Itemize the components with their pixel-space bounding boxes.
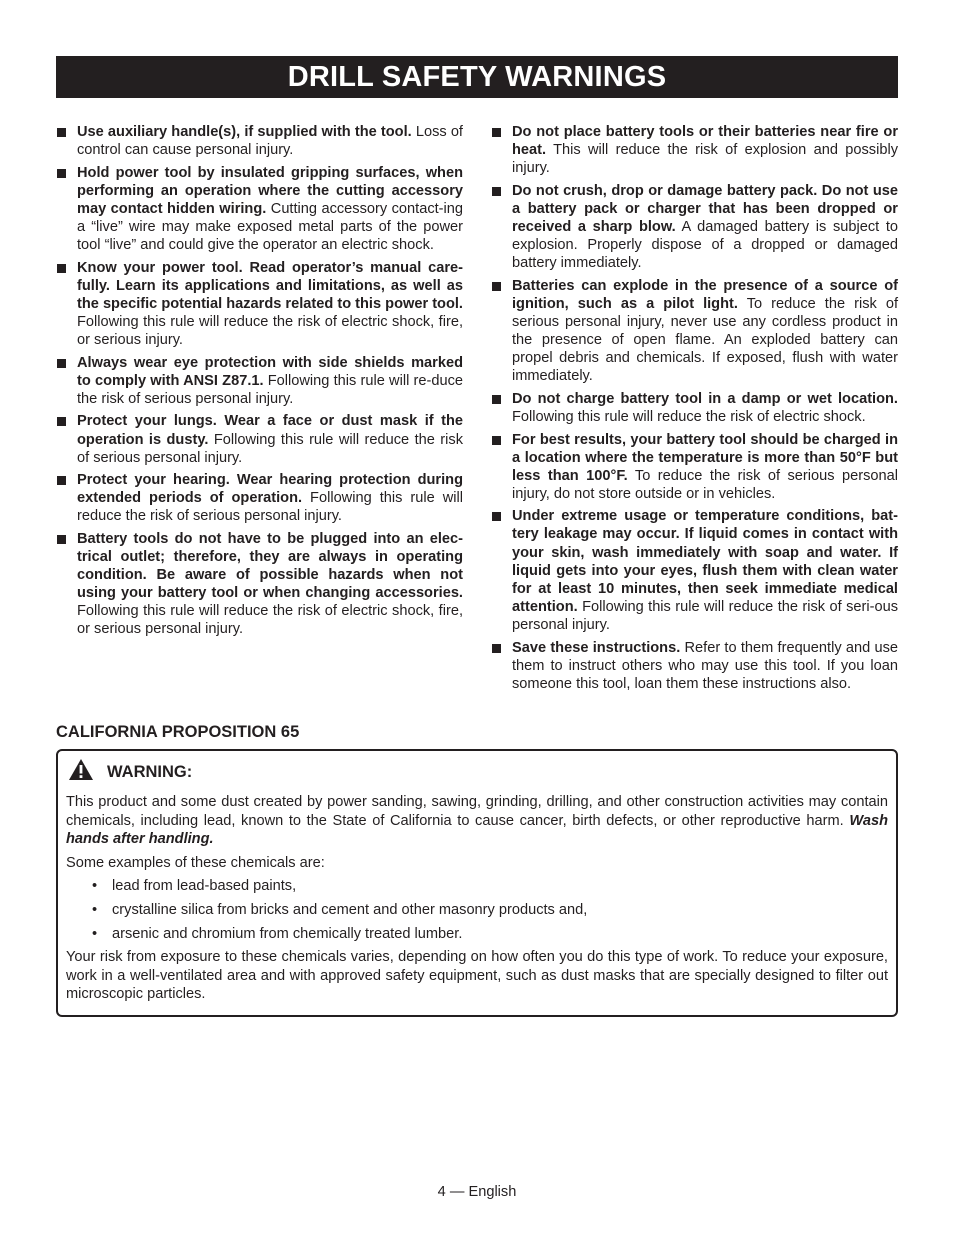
warning-detail: Following this rule will reduce the risk of electric shock, fire, or serious personal injury. — [77, 603, 463, 638]
list-item — [56, 530, 463, 639]
list-item — [56, 471, 463, 525]
list-item — [56, 164, 463, 254]
list-item — [66, 877, 888, 896]
list-item — [66, 901, 888, 920]
bullet-icon: • — [92, 878, 98, 895]
square-bullet-icon — [492, 512, 501, 521]
warning-lead: Protect your hearing. Wear hearing protection during extended periods of operation. — [77, 472, 463, 507]
page-title: DRILL SAFETY WARNINGS — [56, 56, 898, 98]
square-bullet-icon — [57, 535, 66, 544]
warning-detail: Refer to them frequently and use them to instruct others who may use this tool. If you loan someone this tool, loan them these instructions also. — [512, 639, 898, 692]
warning-detail: Following this rule will reduce the risk of electric shock, fire, or serious injury. — [77, 313, 463, 349]
example-text: arsenic and chromium from chemically treated lumber. — [112, 925, 463, 942]
list-item — [56, 412, 463, 466]
warning-text: This product and some dust created by power sanding, sawing, grinding, drilling, and other construction activities may contain chemicals, including lead, known to the State of California to cause cancer, birth defects, or other reproductive harm. — [66, 794, 888, 829]
bullet-icon: • — [92, 901, 98, 918]
warning-lead: Know your power tool. Read operator’s manual care-fully. Learn its applications and limitations, as well as the specific potential hazards related to this power tool. — [77, 259, 463, 312]
closing-paragraph: Your risk from exposure to these chemicals varies, depending on how often you do this type of work. To reduce your exposure, work in a well-ventilated area and with approved safety equipment, such as dust masks that are specially designed to filter out microscopic particles. — [66, 949, 888, 1003]
list-item — [56, 354, 463, 408]
examples-intro: Some examples of these chemicals are: — [66, 854, 325, 871]
square-bullet-icon — [492, 282, 501, 291]
warning-lead: Do not crush, drop or damage battery pack. Do not use a battery pack or charger that has been dropped or received a sharp blow. — [512, 182, 898, 235]
square-bullet-icon — [492, 436, 501, 445]
square-bullet-icon — [57, 128, 66, 137]
square-bullet-icon — [492, 395, 501, 404]
warning-header — [68, 760, 192, 784]
list-item — [56, 259, 463, 349]
warning-body — [66, 793, 888, 1009]
warning-detail: Following this rule will re-duce the risk of serious personal injury. — [77, 372, 463, 407]
list-item — [491, 390, 898, 426]
list-item — [491, 431, 898, 503]
warning-lead: Always wear eye protection with side shields marked to comply with ANSI Z87.1. — [77, 354, 463, 389]
section-heading: CALIFORNIA PROPOSITION 65 — [56, 723, 300, 741]
left-warnings-column — [56, 123, 463, 643]
warning-detail: Loss of control can cause personal injury. — [77, 124, 463, 159]
page-number: 4 — English — [437, 1184, 517, 1200]
bullet-icon: • — [92, 925, 98, 942]
warning-detail: Following this rule will reduce the risk of electric shock. — [512, 408, 866, 425]
warning-detail: This will reduce the risk of explosion and possibly injury. — [512, 142, 898, 177]
warning-paragraph — [66, 793, 888, 849]
square-bullet-icon — [492, 128, 501, 137]
list-item — [491, 507, 898, 634]
list-item — [491, 639, 898, 693]
warning-lead: For best results, your battery tool should be charged in a location where the temperature is more than 50°F but less than 100°F. — [512, 431, 898, 484]
warning-emphasis: Wash hands after handling. — [66, 812, 888, 848]
warning-lead: Use auxiliary handle(s), if supplied with the tool. — [77, 124, 412, 140]
warning-lead: Battery tools do not have to be plugged into an elec-trical outlet; therefore, they are always in operating condition. Be aware of possible hazards when not using your battery tool or when changing accessories. — [77, 530, 463, 602]
square-bullet-icon — [57, 264, 66, 273]
warning-lead: Save these instructions. — [512, 639, 681, 656]
warning-detail: Following this rule will reduce the risk of serious personal injury. — [77, 490, 463, 525]
warning-lead: Do not charge battery tool in a damp or wet location. — [512, 390, 898, 407]
right-warnings-column — [491, 123, 898, 697]
square-bullet-icon — [57, 359, 66, 368]
example-text: lead from lead-based paints, — [112, 878, 297, 895]
warning-detail: Following this rule will reduce the risk of serious personal injury. — [77, 431, 463, 466]
warning-lead: Protect your lungs. Wear a face or dust mask if the operation is dusty. — [77, 413, 463, 448]
square-bullet-icon — [57, 417, 66, 426]
warning-detail: Cutting accessory contact-ing a “live” wire may make exposed metal parts of the power tool “live” and could give the operator an electric shock. — [77, 200, 464, 254]
warning-lead: Under extreme usage or temperature conditions, bat-tery leakage may occur. If liquid comes in contact with your skin, wash immediately with soap and water. If liquid gets into your eyes, flush them with clean water for at least 10 minutes, then seek immediate medical attention. — [512, 508, 898, 615]
warning-box — [56, 749, 898, 1017]
warning-lead: Do not place battery tools or their batteries near fire or heat. — [512, 124, 898, 159]
list-item — [56, 123, 463, 159]
example-text: crystalline silica from bricks and cement and other masonry products and, — [112, 901, 588, 918]
list-item — [491, 277, 898, 386]
square-bullet-icon — [492, 644, 501, 653]
warning-lead: Hold power tool by insulated gripping surfaces, when performing an operation where the cutting accessory may contact hidden wiring. — [77, 164, 463, 217]
list-item — [491, 182, 898, 272]
warning-detail: To reduce the risk of serious personal injury, never use any cordless product in the presence of open flame. An exploded battery can propel debris and chemicals. If exposed, flush with water immediately. — [512, 295, 898, 385]
square-bullet-icon — [492, 187, 501, 196]
warning-triangle-icon — [68, 758, 94, 786]
square-bullet-icon — [57, 169, 66, 178]
warning-label: WARNING: — [107, 762, 193, 781]
list-item — [66, 925, 888, 944]
warning-detail: To reduce the risk of serious personal injury, do not store outside or in vehicles. — [512, 467, 898, 502]
warning-detail: Following this rule will reduce the risk of seri-ous personal injury. — [512, 598, 898, 633]
warning-detail: A damaged battery is subject to explosion. Properly dispose of a dropped or damaged battery immediately. — [512, 218, 899, 272]
warning-lead: Batteries can explode in the presence of a source of ignition, such as a pilot light. — [512, 277, 898, 312]
square-bullet-icon — [57, 476, 66, 485]
list-item — [491, 123, 898, 177]
